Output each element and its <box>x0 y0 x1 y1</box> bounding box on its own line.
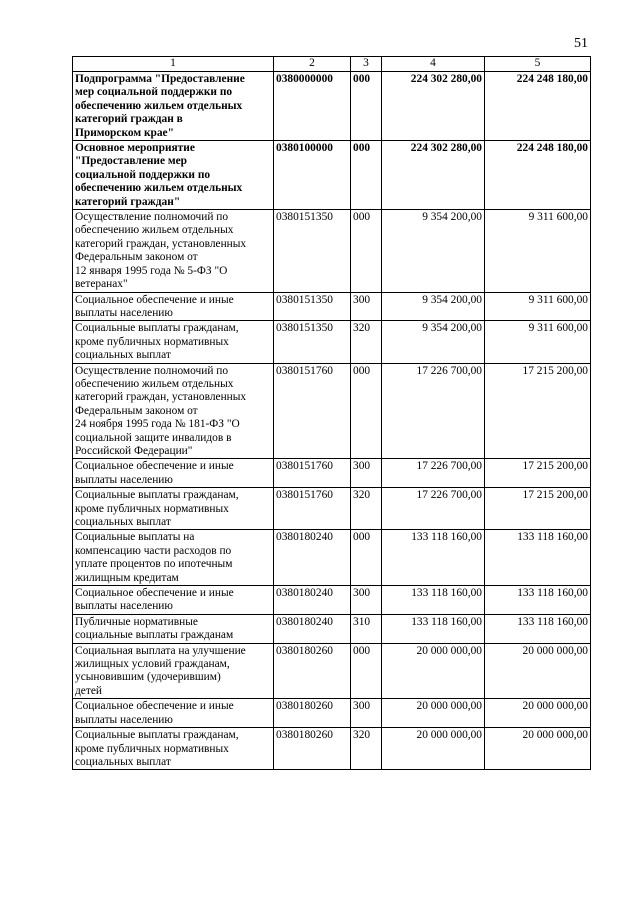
table-row <box>73 488 591 530</box>
row-code-cell: 0380151760 <box>274 363 351 459</box>
row-name-cell <box>73 699 274 728</box>
header-row <box>73 57 591 72</box>
budget-table <box>72 56 591 770</box>
row-code-cell: 0380151350 <box>274 321 351 363</box>
row-name-cell <box>73 728 274 770</box>
row-amount-2025-cell: 17 215 200,00 <box>485 363 591 459</box>
row-name-line: социальных выплат <box>75 516 171 528</box>
row-code-cell: 0380151760 <box>274 459 351 488</box>
row-name-line: уплате процентов по ипотечным <box>75 558 233 571</box>
row-name-line: категорий граждан, установленных <box>75 237 247 250</box>
row-name-line: мер социальной поддержки по <box>75 86 233 99</box>
row-name-line: Основное мероприятие <box>75 142 195 155</box>
table-row <box>73 292 591 321</box>
row-name-cell <box>73 141 274 210</box>
row-name-line: Социальное обеспечение и иные <box>75 700 234 713</box>
row-name-line: Социальная выплата на улучшение <box>75 644 246 657</box>
header-col-3: 3 <box>351 57 382 72</box>
row-amount-2025-cell: 20 000 000,00 <box>485 699 591 728</box>
row-amount-2024-cell: 9 354 200,00 <box>382 292 485 321</box>
row-name-line: Федеральным законом от <box>75 251 198 264</box>
row-vr-cell: 000 <box>351 530 382 586</box>
row-name-line: социальных выплат <box>75 755 171 768</box>
row-name-line: Приморском крае" <box>75 126 174 139</box>
row-amount-2025-cell: 224 248 180,00 <box>485 72 591 141</box>
table-row <box>73 530 591 586</box>
row-name-line: Социальное обеспечение и иные <box>75 460 234 473</box>
row-name-line: Социальные выплаты гражданам, <box>75 322 239 335</box>
row-amount-2024-cell: 17 226 700,00 <box>382 363 485 459</box>
header-col-4: 4 <box>382 57 485 72</box>
row-name-line: Российской Федерации" <box>75 444 193 457</box>
row-amount-2025-cell: 17 215 200,00 <box>485 488 591 530</box>
row-name-cell <box>73 210 274 292</box>
row-vr-cell: 320 <box>351 321 382 363</box>
row-name-line: Социальные выплаты на <box>75 531 195 544</box>
row-amount-2024-cell: 9 354 200,00 <box>382 210 485 292</box>
row-name-cell <box>73 292 274 321</box>
row-amount-2024-cell: 17 226 700,00 <box>382 488 485 530</box>
row-amount-2024-cell: 133 118 160,00 <box>382 614 485 643</box>
row-code-cell: 0380180240 <box>274 586 351 615</box>
row-name-line: компенсацию части расходов по <box>75 544 232 557</box>
row-name-line: Социальное обеспечение и иные <box>75 587 234 600</box>
row-amount-2024-cell: 224 302 280,00 <box>382 72 485 141</box>
row-name-line: Подпрограмма "Предоставление <box>75 73 245 85</box>
row-name-cell <box>73 321 274 363</box>
table-row <box>73 459 591 488</box>
table-row <box>73 586 591 615</box>
row-amount-2024-cell: 9 354 200,00 <box>382 321 485 363</box>
row-name-line: детей <box>75 684 102 697</box>
row-vr-cell: 300 <box>351 292 382 321</box>
header-col-2: 2 <box>274 57 351 72</box>
row-vr-cell: 000 <box>351 72 382 141</box>
row-name-line: выплаты населению <box>75 600 173 613</box>
row-name-line: Осуществление полномочий по <box>75 364 229 377</box>
row-amount-2025-cell: 133 118 160,00 <box>485 530 591 586</box>
table-row <box>73 699 591 728</box>
row-amount-2025-cell: 224 248 180,00 <box>485 141 591 210</box>
row-code-cell: 0380151760 <box>274 488 351 530</box>
table-row <box>73 210 591 292</box>
row-name-cell <box>73 363 274 459</box>
row-name-line: кроме публичных нормативных <box>75 742 229 755</box>
row-vr-cell: 300 <box>351 699 382 728</box>
row-name-line: категорий граждан, установленных <box>75 391 247 404</box>
row-vr-cell: 300 <box>351 459 382 488</box>
table-row <box>73 363 591 459</box>
row-name-line: социальные выплаты гражданам <box>75 629 234 642</box>
row-code-cell: 0380180260 <box>274 728 351 770</box>
row-amount-2024-cell: 20 000 000,00 <box>382 643 485 699</box>
row-name-line: Социальные выплаты гражданам, <box>75 729 239 742</box>
row-vr-cell: 000 <box>351 363 382 459</box>
table-row <box>73 728 591 770</box>
row-amount-2025-cell: 133 118 160,00 <box>485 614 591 643</box>
row-name-cell <box>73 614 274 643</box>
row-name-line: кроме публичных нормативных <box>75 502 229 515</box>
row-code-cell: 0380180260 <box>274 699 351 728</box>
row-amount-2025-cell: 20 000 000,00 <box>485 728 591 770</box>
row-code-cell: 0380180260 <box>274 643 351 699</box>
row-code-cell: 0380180240 <box>274 614 351 643</box>
table-row <box>73 614 591 643</box>
table-header <box>73 57 591 72</box>
row-code-cell: 0380151350 <box>274 292 351 321</box>
row-name-line: усыновившим (удочерившим) <box>75 671 221 684</box>
row-name-cell <box>73 459 274 488</box>
row-name-line: Социальные выплаты гражданам, <box>75 489 239 502</box>
row-name-cell <box>73 72 274 141</box>
row-name-line: категорий граждан в <box>75 113 183 126</box>
row-amount-2024-cell: 133 118 160,00 <box>382 530 485 586</box>
row-name-line: Публичные нормативные <box>75 615 198 628</box>
row-name-cell <box>73 530 274 586</box>
row-name-line: Осуществление полномочий по <box>75 211 229 224</box>
row-name-line: социальной поддержки по <box>75 168 211 181</box>
row-name-cell <box>73 643 274 699</box>
row-name-line: 24 ноября 1995 года № 181-ФЗ "О <box>75 418 240 431</box>
row-name-cell <box>73 586 274 615</box>
table-body <box>73 72 591 770</box>
row-name-line: выплаты населению <box>75 473 173 486</box>
row-vr-cell: 300 <box>351 586 382 615</box>
row-amount-2025-cell: 17 215 200,00 <box>485 459 591 488</box>
page-number: 51 <box>574 36 588 51</box>
row-code-cell: 0380000000 <box>274 72 351 141</box>
row-amount-2024-cell: 20 000 000,00 <box>382 699 485 728</box>
row-name-line: выплаты населению <box>75 306 173 319</box>
row-name-line: обеспечению жильем отдельных <box>75 224 234 237</box>
row-amount-2024-cell: 17 226 700,00 <box>382 459 485 488</box>
row-name-line: кроме публичных нормативных <box>75 335 229 348</box>
row-name-line: категорий граждан" <box>75 195 181 208</box>
table-row <box>73 321 591 363</box>
header-col-5: 5 <box>485 57 591 72</box>
row-code-cell: 0380151350 <box>274 210 351 292</box>
row-amount-2025-cell: 9 311 600,00 <box>485 292 591 321</box>
row-name-line: ветеранах" <box>75 278 128 291</box>
row-code-cell: 0380180240 <box>274 530 351 586</box>
row-name-line: жилищным кредитам <box>75 571 179 584</box>
row-amount-2025-cell: 133 118 160,00 <box>485 586 591 615</box>
row-vr-cell: 000 <box>351 210 382 292</box>
row-name-line: "Предоставление мер <box>75 155 187 168</box>
row-name-line: 12 января 1995 года № 5-ФЗ "О <box>75 264 228 277</box>
row-name-line: обеспечению жильем отдельных <box>75 182 243 195</box>
row-amount-2024-cell: 20 000 000,00 <box>382 728 485 770</box>
row-name-line: жилищных условий гражданам, <box>75 658 230 671</box>
row-vr-cell: 320 <box>351 488 382 530</box>
header-col-1: 1 <box>73 57 274 72</box>
row-vr-cell: 000 <box>351 141 382 210</box>
row-amount-2024-cell: 224 302 280,00 <box>382 141 485 210</box>
table-row <box>73 643 591 699</box>
row-name-line: Федеральным законом от <box>75 404 198 417</box>
row-name-line: обеспечению жильем отдельных <box>75 377 234 390</box>
row-name-line: Социальное обеспечение и иные <box>75 293 234 306</box>
row-amount-2025-cell: 20 000 000,00 <box>485 643 591 699</box>
row-name-line: социальной защите инвалидов в <box>75 431 232 444</box>
row-name-cell <box>73 488 274 530</box>
row-vr-cell: 320 <box>351 728 382 770</box>
row-name-line: социальных выплат <box>75 349 171 362</box>
row-name-line: выплаты населению <box>75 713 173 726</box>
row-name-line: обеспечению жильем отдельных <box>75 99 243 112</box>
row-amount-2025-cell: 9 311 600,00 <box>485 210 591 292</box>
row-code-cell: 0380100000 <box>274 141 351 210</box>
table-row <box>73 141 591 210</box>
table-row <box>73 72 591 141</box>
row-vr-cell: 000 <box>351 643 382 699</box>
row-amount-2024-cell: 133 118 160,00 <box>382 586 485 615</box>
row-vr-cell: 310 <box>351 614 382 643</box>
row-amount-2025-cell: 9 311 600,00 <box>485 321 591 363</box>
